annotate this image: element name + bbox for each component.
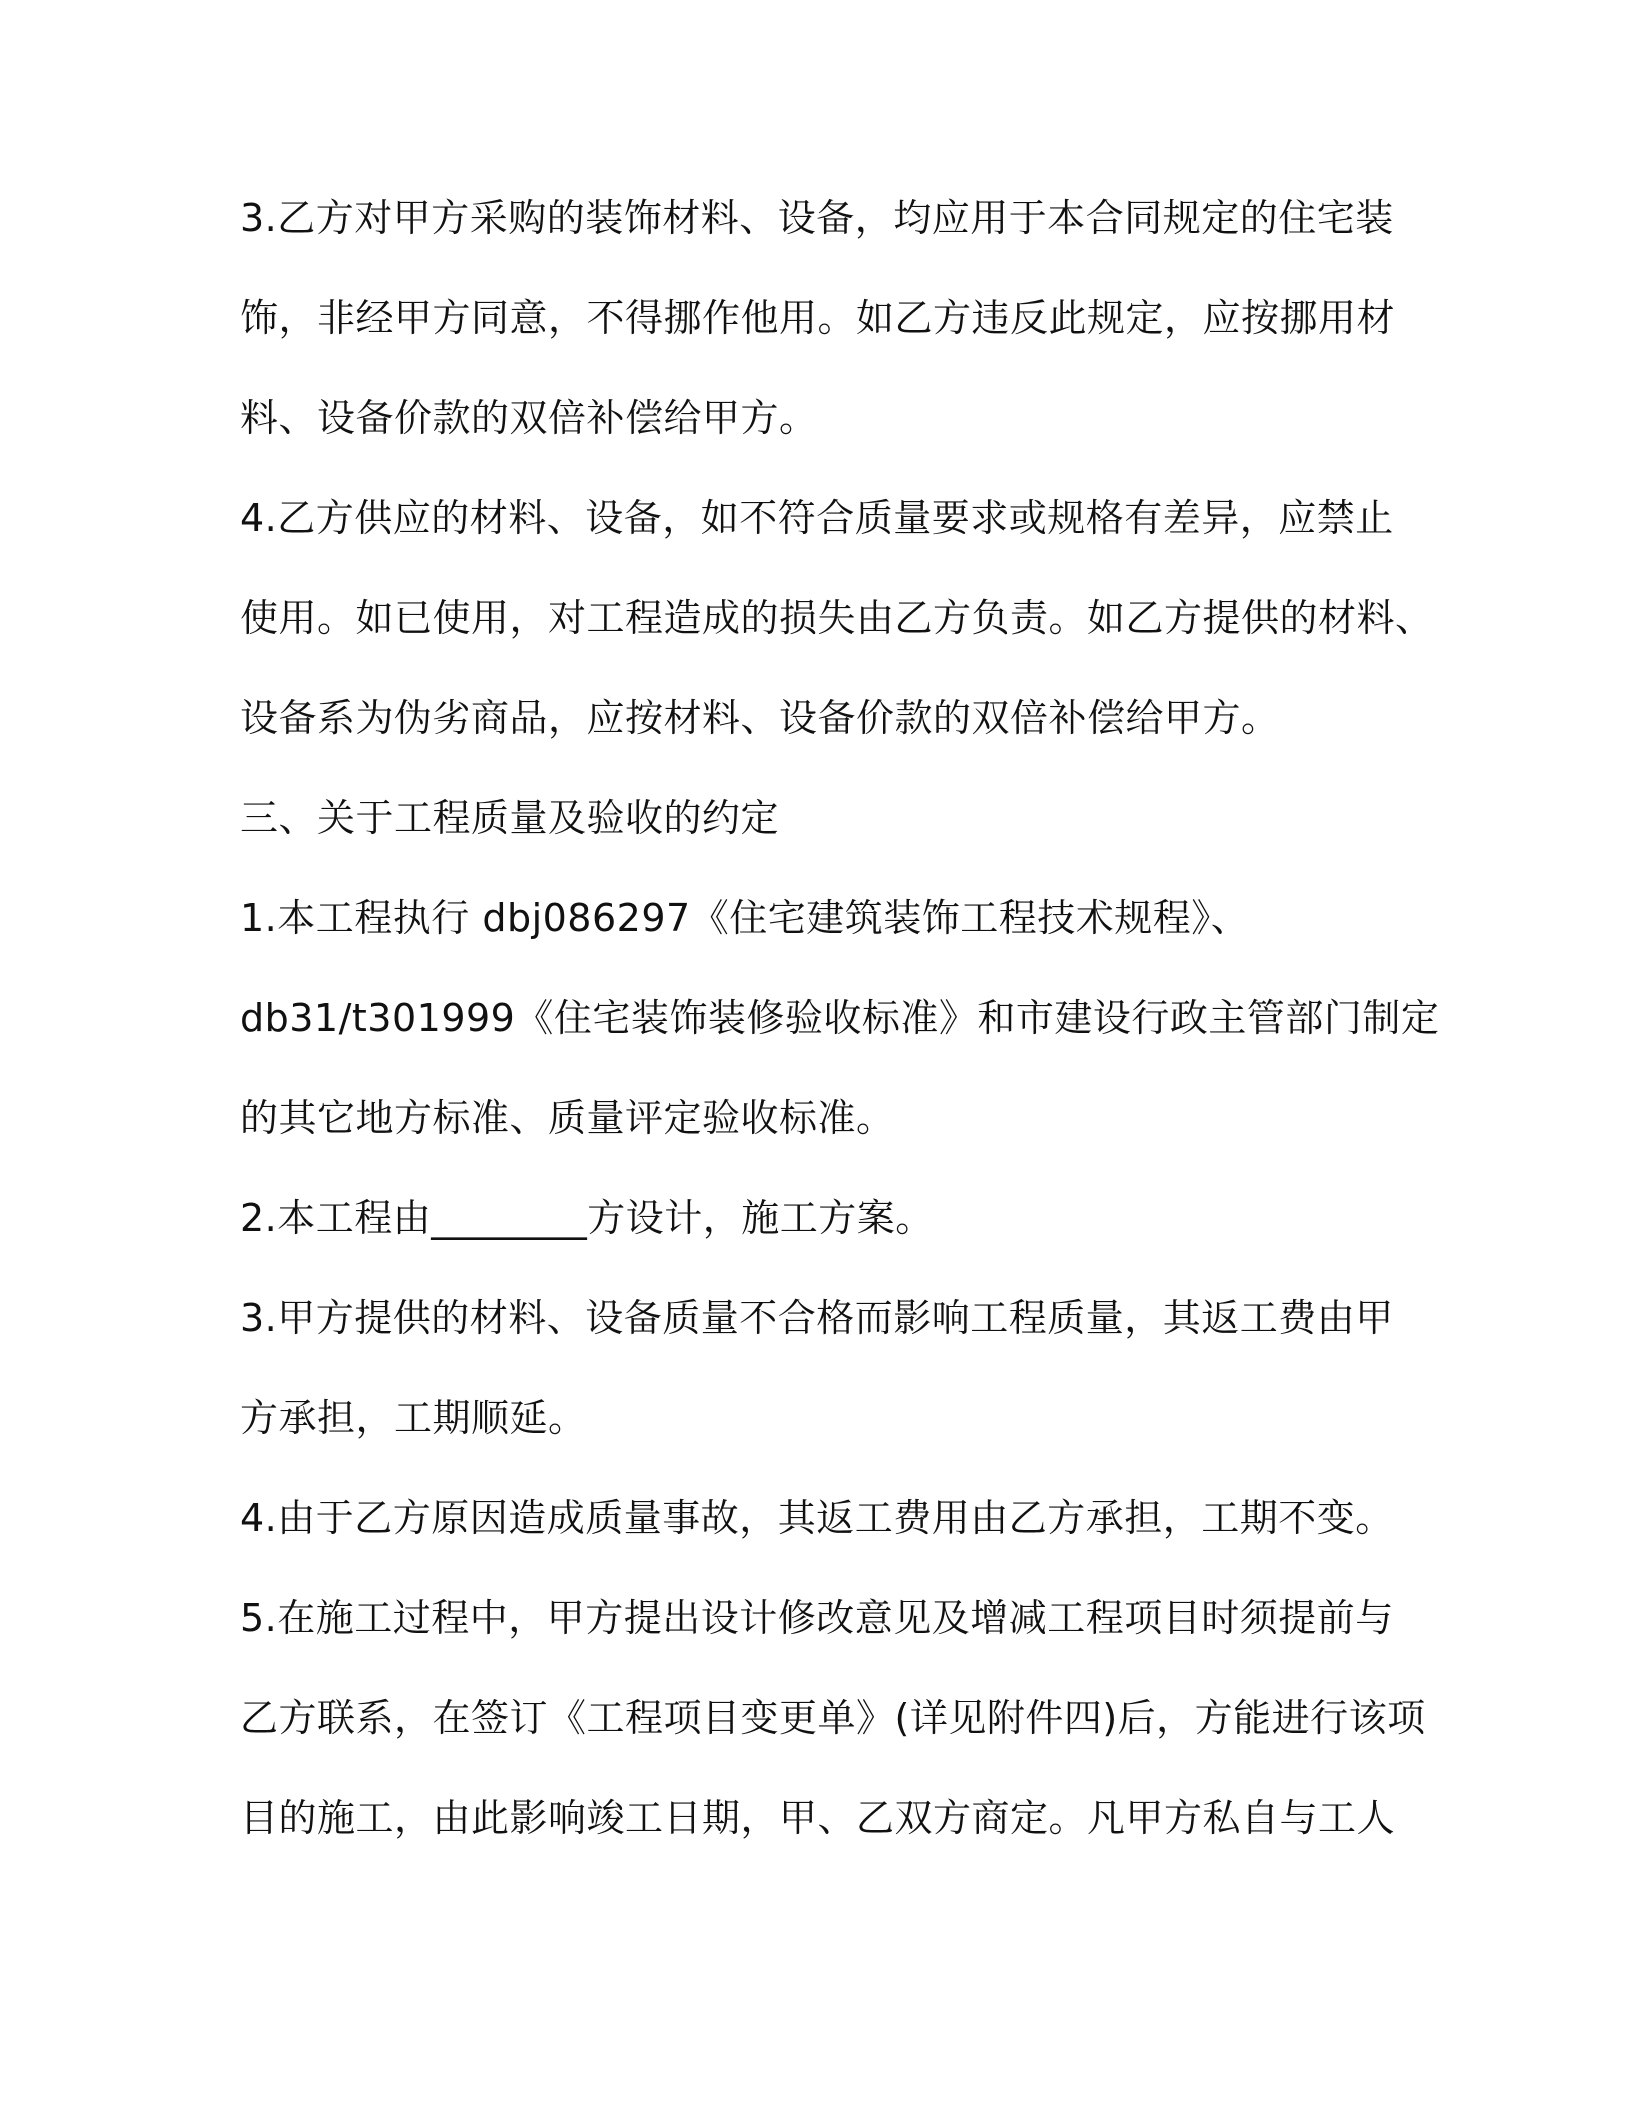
text-line: 料、设备价款的双倍补偿给甲方。 xyxy=(240,396,818,440)
text-line: 4.由于乙方原因造成质量事故，其返工费用由乙方承担，工期不变。 xyxy=(240,1496,1394,1540)
text-line: 1.本工程执行 dbj086297《住宅建筑装饰工程技术规程》、 xyxy=(240,896,1250,940)
text-line: 5.在施工过程中，甲方提出设计修改意见及增减工程项目时须提前与 xyxy=(240,1596,1394,1640)
text-line: 设备系为伪劣商品，应按材料、设备价款的双倍补偿给甲方。 xyxy=(240,696,1280,740)
text-line: 目的施工，由此影响竣工日期，甲、乙双方商定。凡甲方私自与工人 xyxy=(240,1796,1396,1840)
text-line: 使用。如已使用，对工程造成的损失由乙方负责。如乙方提供的材料、 xyxy=(240,596,1434,640)
text-line: 2.本工程由________方设计，施工方案。 xyxy=(240,1196,934,1240)
text-line: 乙方联系，在签订《工程项目变更单》(详见附件四)后，方能进行该项 xyxy=(240,1696,1426,1740)
text-line: db31/t301999《住宅装饰装修验收标准》和市建设行政主管部门制定 xyxy=(240,996,1440,1040)
text-line: 的其它地方标准、质量评定验收标准。 xyxy=(240,1096,895,1140)
text-line: 方承担，工期顺延。 xyxy=(240,1396,587,1440)
text-line: 饰，非经甲方同意，不得挪作他用。如乙方违反此规定，应按挪用材 xyxy=(240,296,1396,340)
text-line: 3.乙方对甲方采购的装饰材料、设备，均应用于本合同规定的住宅装 xyxy=(240,196,1394,240)
text-line: 3.甲方提供的材料、设备质量不合格而影响工程质量，其返工费由甲 xyxy=(240,1296,1394,1340)
text-line: 4.乙方供应的材料、设备，如不符合质量要求或规格有差异，应禁止 xyxy=(240,496,1394,540)
section-heading: 三、关于工程质量及验收的约定 xyxy=(240,796,780,840)
